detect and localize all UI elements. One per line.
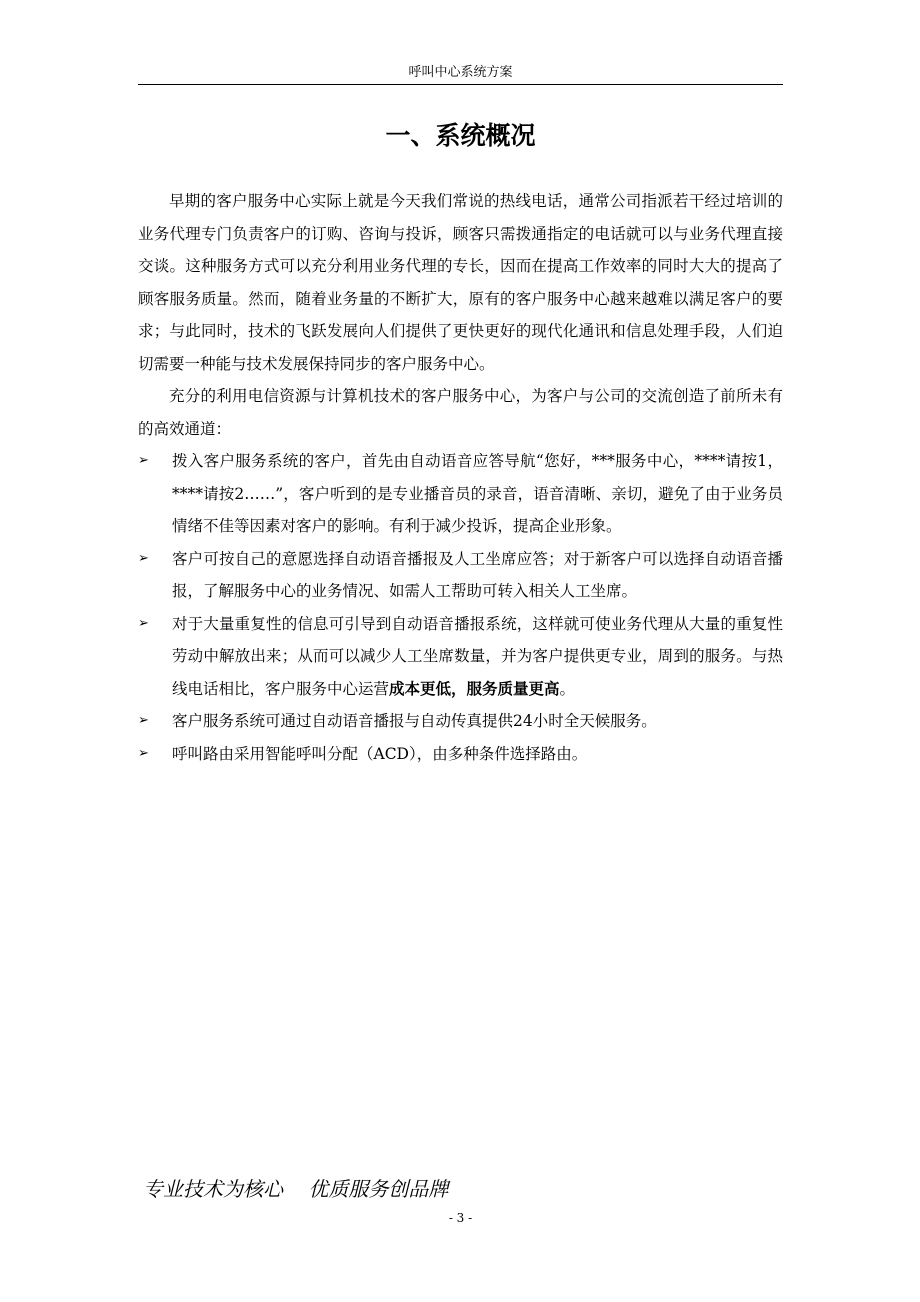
arrow-bullet-icon: ➢ xyxy=(138,550,149,566)
list-item xyxy=(138,543,783,608)
page-number: - 3 - xyxy=(448,1211,473,1225)
list-item-text: 拨入客户服务系统的客户，首先由自动语音应答导航“您好，***服务中心，****请按1，****请按2……”，客户听到的是专业播音员的录音，语音清晰、亲切，避免了由于业务员情绪不佳等因素对客户的影响。有利于减少投诉，提高企业形象。 xyxy=(172,452,783,535)
list-item-text: 客户服务系统可通过自动语音播报与自动传真提供24小时全天候服务。 xyxy=(172,712,657,730)
intro-paragraph: 早期的客户服务中心实际上就是今天我们常说的热线电话，通常公司指派若干经过培训的业务代理专门负责客户的订购、咨询与投诉，顾客只需拨通指定的电话就可以与业务代理直接交谈。这种服务方式可以充分利用业务代理的专长，因而在提高工作效率的同时大大的提高了顾客服务质量。然而，随着业务量的不断扩大，原有的客户服务中心越来越难以满足客户的要求；与此同时，技术的飞跃发展向人们提供了更快更好的现代化通讯和信息处理手段，人们迫切需要一种能与技术发展保持同步的客户服务中心。 xyxy=(138,192,783,373)
list-item xyxy=(138,738,783,771)
section-heading: 一、系统概况 xyxy=(385,121,536,150)
header-divider xyxy=(138,84,783,85)
feature-list xyxy=(138,445,783,770)
arrow-bullet-icon: ➢ xyxy=(138,745,149,761)
list-item xyxy=(138,705,783,738)
list-item xyxy=(138,608,783,706)
list-item-tail: 。 xyxy=(559,679,576,698)
list-item-text: 客户可按自己的意愿选择自动语音播报及人工坐席应答；对于新客户可以选择自动语音播报，了解服务中心的业务情况、如需人工帮助可转入相关人工坐席。 xyxy=(172,549,783,600)
arrow-bullet-icon: ➢ xyxy=(138,615,149,631)
arrow-bullet-icon: ➢ xyxy=(138,713,149,728)
footer-slogan: 专业技术为核心 优质服务创品牌 xyxy=(143,1177,449,1201)
list-item xyxy=(138,445,783,543)
arrow-bullet-icon: ➢ xyxy=(138,453,149,468)
list-item-text: 呼叫路由采用智能呼叫分配（ACD），由多种条件选择路由。 xyxy=(172,744,588,763)
channel-paragraph: 充分的利用电信资源与计算机技术的客户服务中心，为客户与公司的交流创造了前所未有的高效通道： xyxy=(138,387,783,438)
document-body xyxy=(138,185,783,770)
list-item-text: 对于大量重复性的信息可引导到自动语音播报系统，这样就可使业务代理从大量的重复性劳动中解放出来；从而可以减少人工坐席数量，并为客户提供更专业，周到的服务。与热线电话相比，客户服务中心运营 xyxy=(172,614,783,698)
page-header-title: 呼叫中心系统方案 xyxy=(408,65,513,80)
list-item-emphasis: 成本更低，服务质量更高 xyxy=(389,678,560,698)
